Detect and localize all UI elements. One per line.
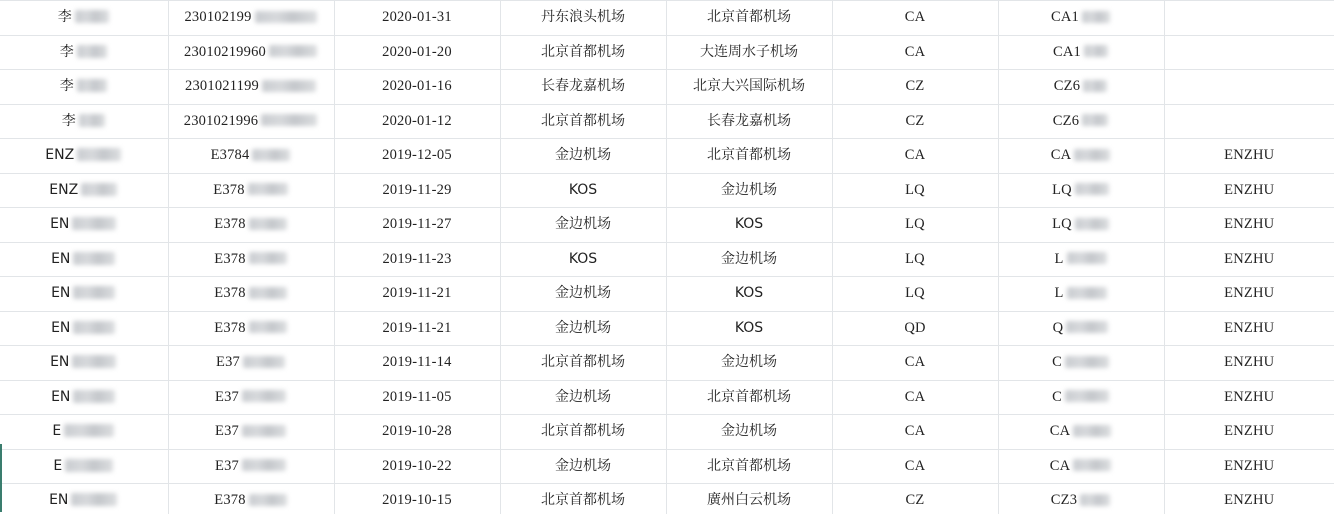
- cell-flight-date: [334, 173, 500, 208]
- operator-text: ENZHU: [1224, 285, 1275, 301]
- table-row: [0, 208, 1334, 243]
- cell-flight-number: [998, 449, 1164, 484]
- departure-airport-text: 北京首都机场: [541, 354, 625, 370]
- flight-date-text: 2019-12-05: [382, 147, 452, 163]
- flight-date-text: 2019-11-27: [382, 216, 452, 232]
- cell-arrival-airport: [666, 1, 832, 36]
- redaction-block: [75, 10, 109, 23]
- cell-arrival-airport: [666, 173, 832, 208]
- cell-flight-date: [334, 311, 500, 346]
- passenger-name-text: EN: [51, 285, 71, 301]
- flight-date-text: 2019-11-21: [382, 319, 452, 336]
- row-edge-marker: [0, 478, 2, 512]
- table-row: [0, 242, 1334, 277]
- flight-date-text: 2019-11-23: [382, 250, 452, 267]
- id-number-text: E378: [214, 250, 246, 267]
- airline-code-text: CA: [904, 457, 926, 474]
- redaction-block: [79, 114, 105, 127]
- redaction-block: [242, 390, 286, 402]
- table-row: [0, 311, 1334, 346]
- cell-airline-code: [832, 311, 998, 346]
- cell-flight-date: [334, 277, 500, 312]
- cell-passenger-name: [0, 104, 168, 139]
- cell-arrival-airport: [666, 277, 832, 312]
- redaction-block: [1067, 252, 1107, 264]
- cell-id-number: [168, 346, 334, 381]
- passenger-name-text: ENZ: [45, 147, 75, 163]
- cell-arrival-airport: [666, 380, 832, 415]
- departure-airport-text: 北京首都机场: [541, 43, 625, 60]
- cell-passenger-name: [0, 311, 168, 346]
- table-row: [0, 70, 1334, 105]
- cell-departure-airport: [500, 104, 666, 139]
- id-number-text: E378: [213, 181, 245, 198]
- cell-passenger-name: [0, 35, 168, 70]
- redaction-block: [262, 80, 316, 92]
- cell-flight-date: [334, 380, 500, 415]
- cell-id-number: [168, 139, 334, 174]
- arrival-airport-text: 金边机场: [721, 423, 777, 439]
- airline-code-text: CA: [904, 423, 926, 439]
- cell-id-number: [168, 173, 334, 208]
- cell-operator: [1164, 380, 1334, 415]
- cell-id-number: [168, 104, 334, 139]
- redaction-block: [65, 459, 113, 472]
- cell-flight-date: [334, 346, 500, 381]
- cell-airline-code: [832, 380, 998, 415]
- airline-code-text: CA: [904, 388, 926, 405]
- redaction-block: [71, 493, 117, 506]
- cell-departure-airport: [500, 1, 666, 36]
- departure-airport-text: 北京首都机场: [541, 423, 625, 439]
- redaction-block: [73, 321, 115, 334]
- arrival-airport-text: 北京首都机场: [707, 388, 791, 405]
- cell-flight-number: [998, 242, 1164, 277]
- cell-flight-number: [998, 277, 1164, 312]
- redaction-block: [249, 252, 287, 264]
- flight-date-text: 2019-11-29: [382, 181, 452, 198]
- cell-flight-number: [998, 173, 1164, 208]
- table-row: [0, 1, 1334, 36]
- redaction-block: [73, 286, 115, 299]
- cell-passenger-name: [0, 70, 168, 105]
- flight-number-text: Q: [1052, 319, 1064, 336]
- cell-departure-airport: [500, 311, 666, 346]
- row-edge-marker: [0, 444, 2, 478]
- flight-number-text: CZ6: [1052, 112, 1080, 129]
- cell-flight-date: [334, 242, 500, 277]
- cell-flight-date: [334, 104, 500, 139]
- redaction-block: [77, 79, 107, 92]
- redaction-block: [249, 287, 287, 299]
- redaction-block: [249, 218, 287, 230]
- cell-operator: [1164, 449, 1334, 484]
- redaction-block: [73, 252, 115, 265]
- cell-operator: [1164, 242, 1334, 277]
- passenger-name-text: E: [53, 457, 63, 474]
- cell-flight-date: [334, 1, 500, 36]
- cell-flight-number: [998, 104, 1164, 139]
- flight-date-text: 2019-11-21: [382, 285, 452, 301]
- cell-flight-number: [998, 346, 1164, 381]
- cell-flight-number: [998, 380, 1164, 415]
- arrival-airport-text: 北京大兴国际机场: [693, 78, 805, 94]
- flight-date-text: 2019-10-15: [382, 492, 452, 508]
- cell-operator: [1164, 70, 1334, 105]
- cell-operator: [1164, 415, 1334, 450]
- departure-airport-text: 北京首都机场: [541, 492, 625, 508]
- cell-flight-date: [334, 70, 500, 105]
- cell-passenger-name: [0, 1, 168, 36]
- table-row: [0, 346, 1334, 381]
- cell-operator: [1164, 139, 1334, 174]
- table-row: [0, 380, 1334, 415]
- flight-number-text: CZ6: [1053, 78, 1081, 94]
- departure-airport-text: 金边机场: [555, 388, 611, 405]
- redaction-block: [1073, 459, 1111, 471]
- redaction-block: [1067, 287, 1107, 299]
- redaction-block: [77, 148, 121, 161]
- passenger-name-text: 李: [59, 78, 74, 94]
- redaction-block: [1075, 218, 1109, 230]
- cell-arrival-airport: [666, 70, 832, 105]
- id-number-text: 2301021199: [185, 78, 259, 94]
- id-number-text: E37: [215, 457, 239, 474]
- redaction-block: [1074, 149, 1110, 161]
- flight-number-text: LQ: [1052, 181, 1072, 198]
- cell-arrival-airport: [666, 311, 832, 346]
- operator-text: ENZHU: [1224, 354, 1275, 370]
- airline-code-text: LQ: [905, 216, 925, 232]
- operator-text: ENZHU: [1224, 216, 1275, 232]
- arrival-airport-text: 大连周水子机场: [700, 43, 798, 60]
- cell-airline-code: [832, 346, 998, 381]
- flight-number-text: CA: [1049, 423, 1071, 439]
- redaction-block: [1082, 114, 1108, 126]
- operator-text: ENZHU: [1224, 423, 1275, 439]
- cell-arrival-airport: [666, 449, 832, 484]
- cell-id-number: [168, 242, 334, 277]
- id-number-text: 2301021996: [183, 112, 259, 129]
- cell-departure-airport: [500, 208, 666, 243]
- passenger-name-text: E: [52, 423, 62, 439]
- arrival-airport-text: 北京首都机场: [707, 9, 791, 25]
- cell-arrival-airport: [666, 208, 832, 243]
- flight-number-text: C: [1052, 388, 1062, 405]
- redaction-block: [249, 494, 287, 506]
- cell-operator: [1164, 346, 1334, 381]
- cell-id-number: [168, 311, 334, 346]
- cell-operator: [1164, 104, 1334, 139]
- cell-departure-airport: [500, 70, 666, 105]
- redaction-block: [1065, 390, 1109, 402]
- passenger-name-text: EN: [51, 250, 71, 267]
- cell-airline-code: [832, 242, 998, 277]
- cell-operator: [1164, 173, 1334, 208]
- airline-code-text: LQ: [905, 285, 925, 301]
- passenger-name-text: EN: [50, 216, 70, 232]
- id-number-text: E37: [215, 423, 239, 439]
- cell-passenger-name: [0, 449, 168, 484]
- departure-airport-text: KOS: [568, 181, 598, 198]
- redaction-block: [81, 183, 117, 196]
- cell-arrival-airport: [666, 415, 832, 450]
- table-row: [0, 277, 1334, 312]
- arrival-airport-text: 金边机场: [721, 354, 777, 370]
- redaction-block: [1065, 356, 1109, 368]
- flight-date-text: 2019-11-14: [382, 354, 452, 370]
- flight-number-text: C: [1052, 354, 1062, 370]
- cell-flight-date: [334, 208, 500, 243]
- id-number-text: 23010219960: [184, 43, 266, 60]
- table-row: [0, 173, 1334, 208]
- redaction-block: [64, 424, 114, 437]
- departure-airport-text: 金边机场: [555, 147, 611, 163]
- id-number-text: E378: [214, 216, 246, 232]
- cell-airline-code: [832, 70, 998, 105]
- flight-date-text: 2020-01-12: [382, 112, 452, 129]
- arrival-airport-text: KOS: [734, 285, 764, 301]
- cell-id-number: [168, 1, 334, 36]
- arrival-airport-text: KOS: [734, 319, 764, 336]
- redaction-block: [1073, 425, 1111, 437]
- flight-number-text: CA1: [1051, 9, 1079, 25]
- cell-id-number: [168, 70, 334, 105]
- cell-airline-code: [832, 35, 998, 70]
- cell-flight-number: [998, 311, 1164, 346]
- table-row: [0, 484, 1334, 514]
- cell-airline-code: [832, 449, 998, 484]
- id-number-text: 230102199: [184, 9, 252, 25]
- cell-departure-airport: [500, 484, 666, 514]
- operator-text: ENZHU: [1224, 147, 1275, 163]
- operator-text: ENZHU: [1224, 319, 1275, 336]
- airline-code-text: CA: [904, 147, 926, 163]
- departure-airport-text: 丹东浪头机场: [541, 9, 625, 25]
- cell-passenger-name: [0, 173, 168, 208]
- flight-number-text: LQ: [1052, 216, 1072, 232]
- cell-flight-number: [998, 35, 1164, 70]
- flight-number-text: CA1: [1053, 43, 1081, 60]
- operator-text: ENZHU: [1224, 492, 1275, 508]
- operator-text: ENZHU: [1224, 181, 1275, 198]
- flight-number-text: CZ3: [1050, 492, 1078, 508]
- cell-operator: [1164, 277, 1334, 312]
- cell-departure-airport: [500, 380, 666, 415]
- redaction-block: [269, 45, 317, 57]
- passenger-name-text: EN: [49, 492, 69, 508]
- cell-flight-date: [334, 139, 500, 174]
- cell-airline-code: [832, 484, 998, 514]
- arrival-airport-text: 北京首都机场: [707, 147, 791, 163]
- table-row: [0, 104, 1334, 139]
- cell-arrival-airport: [666, 346, 832, 381]
- table-row: [0, 139, 1334, 174]
- cell-arrival-airport: [666, 139, 832, 174]
- cell-departure-airport: [500, 35, 666, 70]
- cell-passenger-name: [0, 208, 168, 243]
- flight-date-text: 2020-01-31: [382, 9, 452, 25]
- cell-passenger-name: [0, 139, 168, 174]
- redaction-block: [1066, 321, 1108, 333]
- arrival-airport-text: 长春龙嘉机场: [707, 112, 791, 129]
- cell-airline-code: [832, 104, 998, 139]
- cell-departure-airport: [500, 242, 666, 277]
- cell-id-number: [168, 415, 334, 450]
- departure-airport-text: 金边机场: [555, 285, 611, 301]
- airline-code-text: CA: [904, 43, 926, 60]
- arrival-airport-text: 廣州白云机场: [707, 492, 791, 508]
- cell-departure-airport: [500, 415, 666, 450]
- redaction-block: [1083, 80, 1107, 92]
- operator-text: ENZHU: [1224, 388, 1275, 405]
- id-number-text: E378: [214, 319, 246, 336]
- airline-code-text: CZ: [905, 112, 925, 129]
- flight-date-text: 2020-01-16: [382, 78, 452, 94]
- operator-text: ENZHU: [1224, 250, 1275, 267]
- flight-date-text: 2020-01-20: [382, 43, 452, 60]
- arrival-airport-text: KOS: [734, 216, 764, 232]
- passenger-name-text: EN: [51, 388, 71, 405]
- cell-airline-code: [832, 1, 998, 36]
- cell-flight-date: [334, 484, 500, 514]
- cell-id-number: [168, 277, 334, 312]
- cell-departure-airport: [500, 173, 666, 208]
- redaction-block: [1084, 45, 1108, 57]
- cell-flight-number: [998, 208, 1164, 243]
- cell-passenger-name: [0, 277, 168, 312]
- arrival-airport-text: 北京首都机场: [707, 457, 791, 474]
- redaction-block: [1075, 183, 1109, 195]
- flight-number-text: L: [1054, 285, 1064, 301]
- flight-number-text: CA: [1050, 147, 1072, 163]
- arrival-airport-text: 金边机场: [721, 250, 777, 267]
- redaction-block: [255, 11, 317, 23]
- cell-flight-date: [334, 35, 500, 70]
- id-number-text: E37: [216, 354, 240, 370]
- cell-flight-number: [998, 1, 1164, 36]
- cell-flight-date: [334, 415, 500, 450]
- cell-passenger-name: [0, 346, 168, 381]
- redaction-block: [261, 114, 317, 126]
- airline-code-text: LQ: [905, 250, 925, 267]
- cell-operator: [1164, 208, 1334, 243]
- cell-arrival-airport: [666, 104, 832, 139]
- cell-departure-airport: [500, 346, 666, 381]
- id-number-text: E378: [214, 492, 246, 508]
- cell-id-number: [168, 484, 334, 514]
- flight-date-text: 2019-11-05: [382, 388, 452, 405]
- id-number-text: E3784: [210, 147, 250, 163]
- operator-text: ENZHU: [1224, 457, 1275, 474]
- cell-flight-number: [998, 484, 1164, 514]
- cell-id-number: [168, 449, 334, 484]
- cell-airline-code: [832, 208, 998, 243]
- airline-code-text: CA: [904, 354, 926, 370]
- departure-airport-text: 金边机场: [555, 457, 611, 474]
- redaction-block: [248, 183, 288, 195]
- id-number-text: E37: [215, 388, 239, 405]
- redaction-block: [243, 356, 285, 368]
- flight-number-text: L: [1054, 250, 1064, 267]
- flight-number-text: CA: [1049, 457, 1071, 474]
- cell-arrival-airport: [666, 484, 832, 514]
- departure-airport-text: 北京首都机场: [541, 112, 625, 129]
- redaction-block: [72, 355, 116, 368]
- redaction-block: [249, 321, 287, 333]
- cell-flight-number: [998, 139, 1164, 174]
- departure-airport-text: 金边机场: [555, 319, 611, 336]
- cell-id-number: [168, 380, 334, 415]
- cell-arrival-airport: [666, 242, 832, 277]
- airline-code-text: LQ: [905, 181, 925, 198]
- airline-code-text: CA: [904, 9, 926, 25]
- redaction-block: [1080, 494, 1110, 506]
- passenger-name-text: EN: [50, 354, 70, 370]
- cell-departure-airport: [500, 139, 666, 174]
- redaction-block: [77, 45, 107, 58]
- cell-passenger-name: [0, 484, 168, 514]
- passenger-name-text: 李: [61, 112, 76, 129]
- redaction-block: [73, 390, 115, 403]
- flight-date-text: 2019-10-28: [382, 423, 452, 439]
- airline-code-text: QD: [904, 319, 926, 336]
- cell-departure-airport: [500, 277, 666, 312]
- cell-passenger-name: [0, 415, 168, 450]
- flight-date-text: 2019-10-22: [382, 457, 452, 474]
- arrival-airport-text: 金边机场: [721, 181, 777, 198]
- cell-flight-date: [334, 449, 500, 484]
- passenger-name-text: 李: [57, 9, 72, 25]
- table-row: [0, 449, 1334, 484]
- cell-flight-number: [998, 70, 1164, 105]
- redaction-block: [72, 217, 116, 230]
- redaction-block: [242, 459, 286, 471]
- passenger-name-text: 李: [59, 43, 74, 60]
- cell-operator: [1164, 311, 1334, 346]
- departure-airport-text: 长春龙嘉机场: [541, 78, 625, 94]
- cell-operator: [1164, 484, 1334, 514]
- airline-code-text: CZ: [905, 492, 925, 508]
- departure-airport-text: KOS: [568, 250, 598, 267]
- cell-id-number: [168, 208, 334, 243]
- cell-operator: [1164, 35, 1334, 70]
- passenger-name-text: ENZ: [49, 181, 79, 198]
- cell-arrival-airport: [666, 35, 832, 70]
- cell-airline-code: [832, 277, 998, 312]
- airline-code-text: CZ: [905, 78, 925, 94]
- redaction-block: [252, 149, 290, 161]
- passenger-name-text: EN: [51, 319, 71, 336]
- cell-departure-airport: [500, 449, 666, 484]
- redaction-block: [1082, 11, 1110, 23]
- table-row: [0, 415, 1334, 450]
- redaction-block: [242, 425, 286, 437]
- cell-passenger-name: [0, 380, 168, 415]
- cell-id-number: [168, 35, 334, 70]
- table-row: [0, 35, 1334, 70]
- cell-passenger-name: [0, 242, 168, 277]
- cell-airline-code: [832, 139, 998, 174]
- id-number-text: E378: [214, 285, 246, 301]
- cell-flight-number: [998, 415, 1164, 450]
- cell-airline-code: [832, 173, 998, 208]
- departure-airport-text: 金边机场: [555, 216, 611, 232]
- cell-operator: [1164, 1, 1334, 36]
- cell-airline-code: [832, 415, 998, 450]
